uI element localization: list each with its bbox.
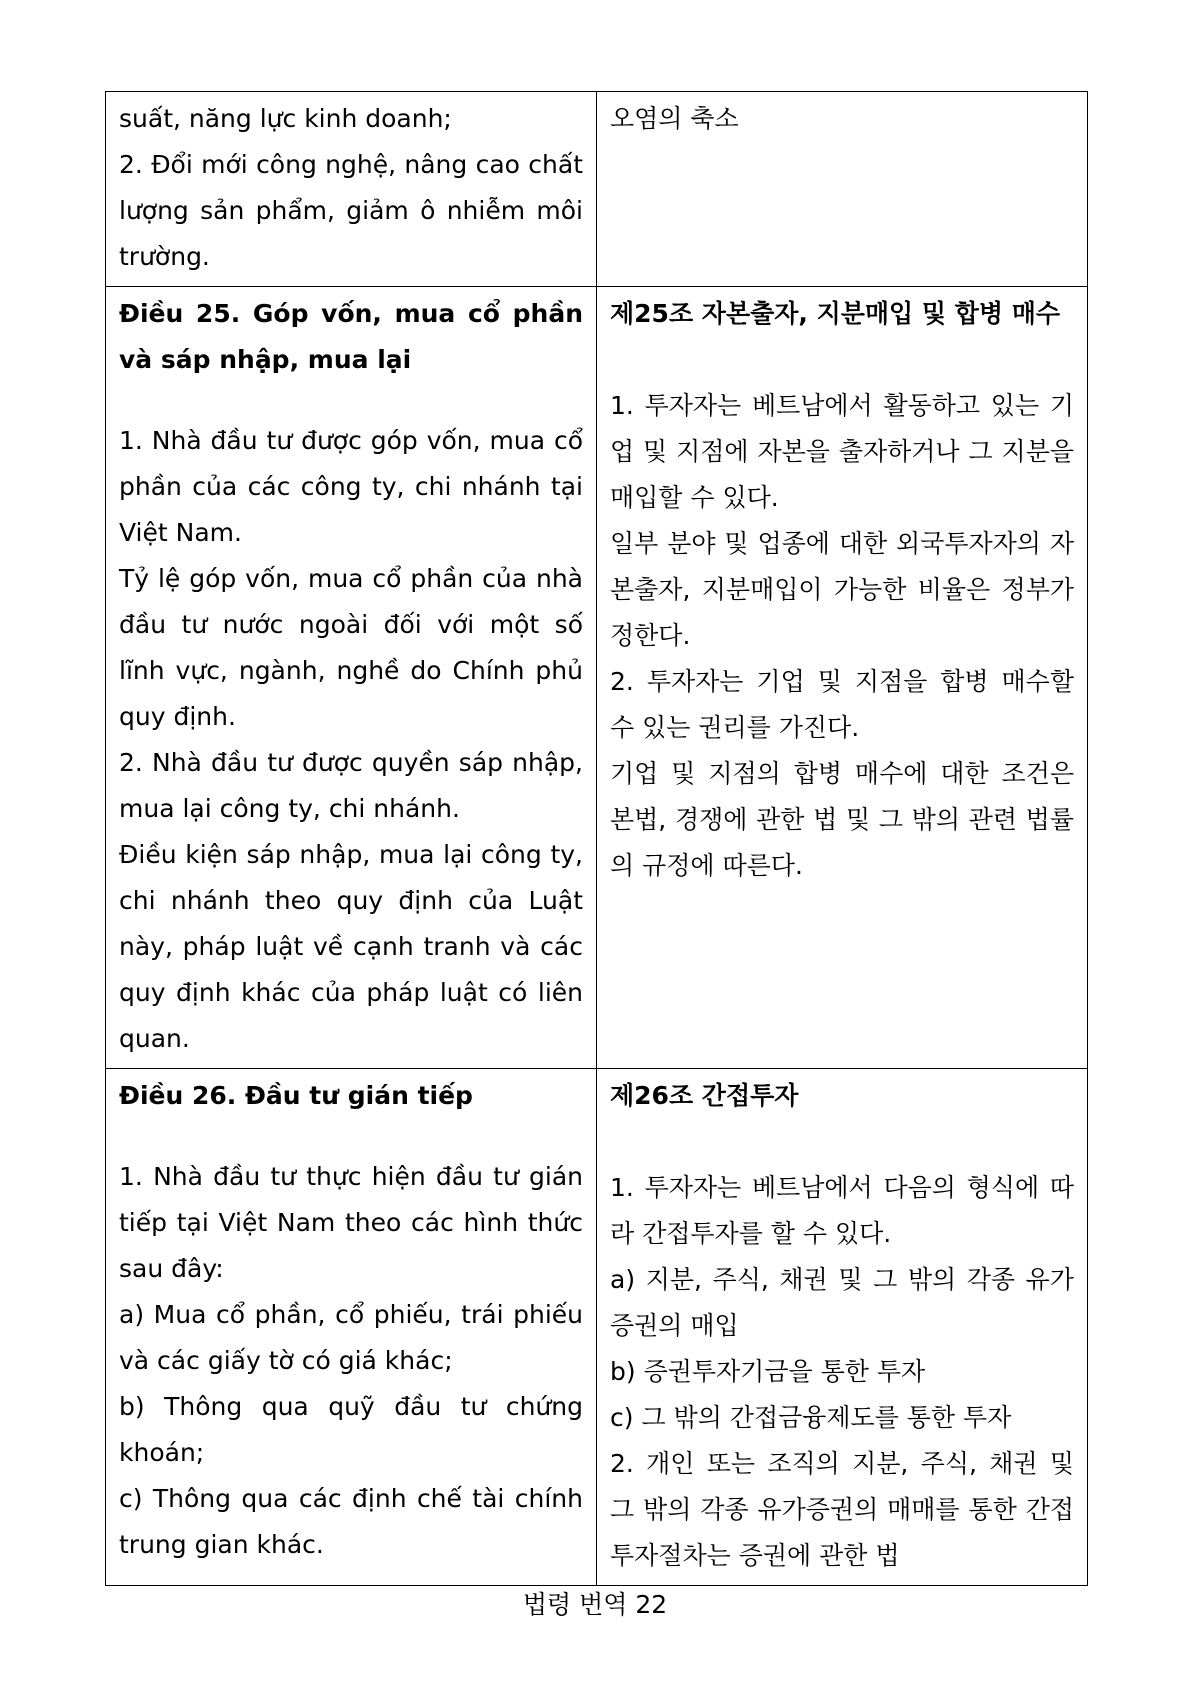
paragraph: 2. Đổi mới công nghệ, nâng cao chất lượng sản phẩm, giảm ô nhiễm môi trường. <box>119 150 583 271</box>
paragraph: b) 증권투자기금을 통한 투자 <box>610 1357 926 1386</box>
paragraph: 1. 투자자는 베트남에서 다음의 형식에 따라 간접투자를 할 수 있다. <box>610 1173 1074 1248</box>
paragraph: 1. 투자자는 베트남에서 활동하고 있는 기업 및 지점에 자본을 출자하거나 그 지분을 매입할 수 있다. <box>610 391 1074 512</box>
vietnamese-cell <box>106 287 597 1069</box>
vietnamese-cell <box>106 92 597 287</box>
paragraph: 일부 분야 및 업종에 대한 외국투자자의 자본출자, 지분매입이 가능한 비율은 정부가 정한다. <box>610 529 1074 650</box>
article-heading: 제26조 간접투자 <box>610 1081 799 1110</box>
paragraph: c) Thông qua các định chế tài chính trung gian khác. <box>119 1484 583 1559</box>
paragraph: c) 그 밖의 간접금융제도를 통한 투자 <box>610 1403 1012 1432</box>
paragraph: 오염의 축소 <box>610 104 739 133</box>
korean-cell <box>597 287 1088 1069</box>
paragraph: 2. 투자자는 기업 및 지점을 합병 매수할 수 있는 권리를 가진다. <box>610 667 1074 742</box>
paragraph: Tỷ lệ góp vốn, mua cổ phần của nhà đầu tư nước ngoài đối với một số lĩnh vực, ngành, nghề do Chính phủ quy định. <box>119 564 583 731</box>
vietnamese-cell <box>106 1069 597 1586</box>
article-heading: 제25조 자본출자, 지분매입 및 합병 매수 <box>610 299 1061 328</box>
paragraph: Điều kiện sáp nhập, mua lại công ty, chi nhánh theo quy định của Luật này, pháp luật về cạnh tranh và các quy định khác của pháp luật có liên quan. <box>119 840 583 1053</box>
paragraph: 기업 및 지점의 합병 매수에 대한 조건은 본법, 경쟁에 관한 법 및 그 밖의 관련 법률의 규정에 따른다. <box>610 759 1074 880</box>
korean-cell <box>597 1069 1088 1586</box>
paragraph: 2. 개인 또는 조직의 지분, 주식, 채권 및 그 밖의 각종 유가증권의 매매를 통한 간접투자절차는 증권에 관한 법 <box>610 1449 1074 1570</box>
paragraph: 2. Nhà đầu tư được quyền sáp nhập, mua lại công ty, chi nhánh. <box>119 748 583 823</box>
paragraph: a) Mua cổ phần, cổ phiếu, trái phiếu và các giấy tờ có giá khác; <box>119 1300 583 1375</box>
table-row <box>106 1069 1088 1586</box>
paragraph: b) Thông qua quỹ đầu tư chứng khoán; <box>119 1392 583 1467</box>
paragraph: suất, năng lực kinh doanh; <box>119 104 452 133</box>
paragraph: a) 지분, 주식, 채권 및 그 밖의 각종 유가증권의 매입 <box>610 1265 1074 1340</box>
page-footer: 법령 번역 22 <box>522 1590 668 1619</box>
paragraph: 1. Nhà đầu tư thực hiện đầu tư gián tiếp tại Việt Nam theo các hình thức sau đây: <box>119 1162 583 1283</box>
korean-cell <box>597 92 1088 287</box>
article-heading: Điều 26. Đầu tư gián tiếp <box>119 1081 473 1110</box>
paragraph: 1. Nhà đầu tư được góp vốn, mua cổ phần của các công ty, chi nhánh tại Việt Nam. <box>119 426 583 547</box>
table-row <box>106 287 1088 1069</box>
translation-table <box>105 91 1088 1586</box>
article-heading: Điều 25. Góp vốn, mua cổ phần và sáp nhập, mua lại <box>119 299 583 374</box>
table-row <box>106 92 1088 287</box>
